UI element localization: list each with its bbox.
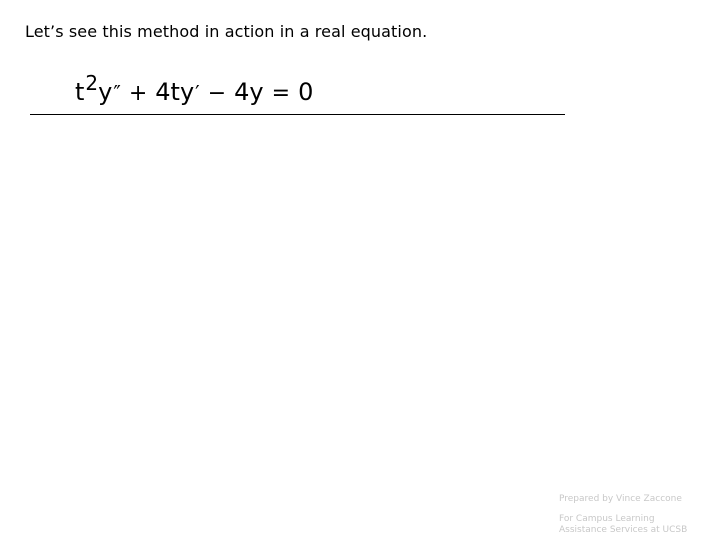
equation-minus: −	[207, 81, 227, 106]
footer-prepared-by: Prepared by Vince Zaccone	[559, 494, 682, 504]
footer-campus-learning: For Campus Learning	[559, 514, 655, 524]
equation-double-prime: ″	[113, 81, 121, 105]
equation-t: t	[75, 78, 85, 106]
intro-text: Let’s see this method in action in a real equation.	[25, 22, 428, 41]
horizontal-divider	[30, 114, 565, 115]
equation-plus: +	[128, 81, 148, 106]
equation-exponent: 2	[85, 71, 99, 95]
equation-equals: =	[271, 81, 291, 106]
footer-assistance-services: Assistance Services at UCSB	[559, 525, 688, 535]
footer-credit	[559, 494, 687, 536]
equation-rhs: 0	[298, 78, 314, 106]
equation-prime: ′	[195, 81, 200, 105]
differential-equation	[75, 72, 313, 112]
equation-term2: 4ty	[155, 78, 195, 106]
equation-term3: 4y	[234, 78, 264, 106]
equation-y: y	[98, 78, 113, 106]
